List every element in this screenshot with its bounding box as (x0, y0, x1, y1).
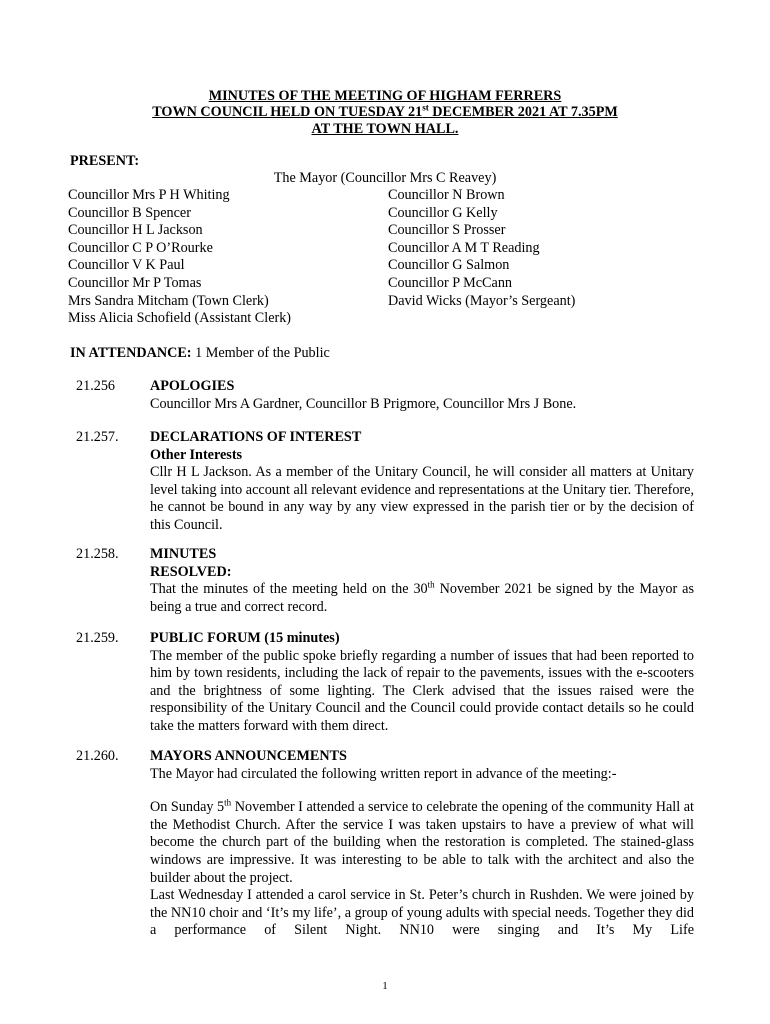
in-attendance-label: IN ATTENDANCE: (70, 345, 192, 361)
item-intro: The Mayor had circulated the following written report in advance of the meeting:- (150, 765, 617, 782)
attendee: Miss Alicia Schofield (Assistant Clerk) (68, 310, 292, 327)
present-label: PRESENT: (70, 153, 140, 169)
item-number: 21.256 (76, 378, 116, 394)
item-number: 21.258. (76, 546, 119, 562)
attendee: Councillor H L Jackson (68, 222, 203, 239)
item-number: 21.260. (76, 748, 119, 764)
present-left-column (68, 187, 291, 328)
attendee: Councillor N Brown (388, 187, 505, 203)
attendee: Councillor G Kelly (388, 204, 498, 221)
attendee: Councillor P McCann (388, 274, 513, 291)
attendee: Councillor B Spencer (68, 204, 191, 221)
attendee: Councillor Mrs P H Whiting (68, 187, 230, 203)
title-line-1: MINUTES OF THE MEETING OF HIGHAM FERRERS (208, 88, 562, 104)
attendee: Councillor A M T Reading (388, 239, 540, 256)
title-line-3: AT THE TOWN HALL. (311, 121, 459, 137)
in-attendance-text: 1 Member of the Public (191, 345, 330, 361)
attendee: Councillor Mr P Tomas (68, 274, 202, 291)
item-subheading: RESOLVED: (150, 563, 232, 580)
item-number: 21.259. (76, 630, 119, 646)
page-number: 1 (382, 980, 388, 992)
item-subheading: Other Interests (150, 446, 243, 463)
item-heading: MINUTES (150, 546, 217, 562)
item-text: The member of the public spoke briefly regarding a number of issues that had been reported to him by town residents, including the lack of repair to the pavements, issues with the e-scooters and the brightness of some lighting. The Clerk advised that the issues raised were the responsibility of the Unitary Council and the Council could provide contact details so he could take the matters forward with them direct. (150, 647, 694, 734)
title-line-2: TOWN COUNCIL HELD ON TUESDAY 21st DECEMBER 2021 AT 7.35PM (152, 102, 618, 120)
item-text: That the minutes of the meeting held on the 30th November 2021 be signed by the Mayor as being a true and correct record. (150, 579, 694, 615)
item-heading: APOLOGIES (150, 378, 235, 394)
attendee: Councillor V K Paul (68, 257, 185, 274)
present-right-column (388, 187, 575, 310)
item-heading: DECLARATIONS OF INTEREST (150, 429, 362, 445)
attendee: Councillor C P O’Rourke (68, 239, 213, 256)
mayor-report-paragraph: On Sunday 5th November I attended a service to celebrate the opening of the community Hall at the Methodist Church. After the service I was taken upstairs to have a preview of what will become the church part of the building when the restoration is completed. The stained-glass windows are impressive. It was interesting to be able to talk with the architect and also the builder about the project. (150, 797, 694, 886)
item-number: 21.257. (76, 429, 119, 445)
in-attendance (70, 345, 330, 363)
mayor-report-paragraph: Last Wednesday I attended a carol service in St. Peter’s church in Rushden. We were joined by the NN10 choir and ‘It’s my life’, a group of young adults with special needs. Together they did a performance of Silent Night. NN10 were singing and It’s My Life (150, 887, 694, 939)
item-heading: PUBLIC FORUM (15 minutes) (150, 630, 340, 646)
attendee: David Wicks (Mayor’s Sergeant) (388, 292, 576, 309)
item-heading: MAYORS ANNOUNCEMENTS (150, 748, 347, 764)
mayor-line: The Mayor (Councillor Mrs C Reavey) (273, 170, 497, 186)
item-text: Councillor Mrs A Gardner, Councillor B Prigmore, Councillor Mrs J Bone. (150, 395, 577, 412)
attendee: Councillor S Prosser (388, 222, 506, 239)
attendee: Councillor G Salmon (388, 257, 510, 274)
item-text: Cllr H L Jackson. As a member of the Unitary Council, he will consider all matters at Unitary level taking into account all relevant evidence and representations at the Unitary tier. Therefore, he cannot be bound in any way by any view expressed in the parish tier or by the decision of this Council. (150, 464, 694, 533)
attendee: Mrs Sandra Mitcham (Town Clerk) (68, 292, 269, 309)
